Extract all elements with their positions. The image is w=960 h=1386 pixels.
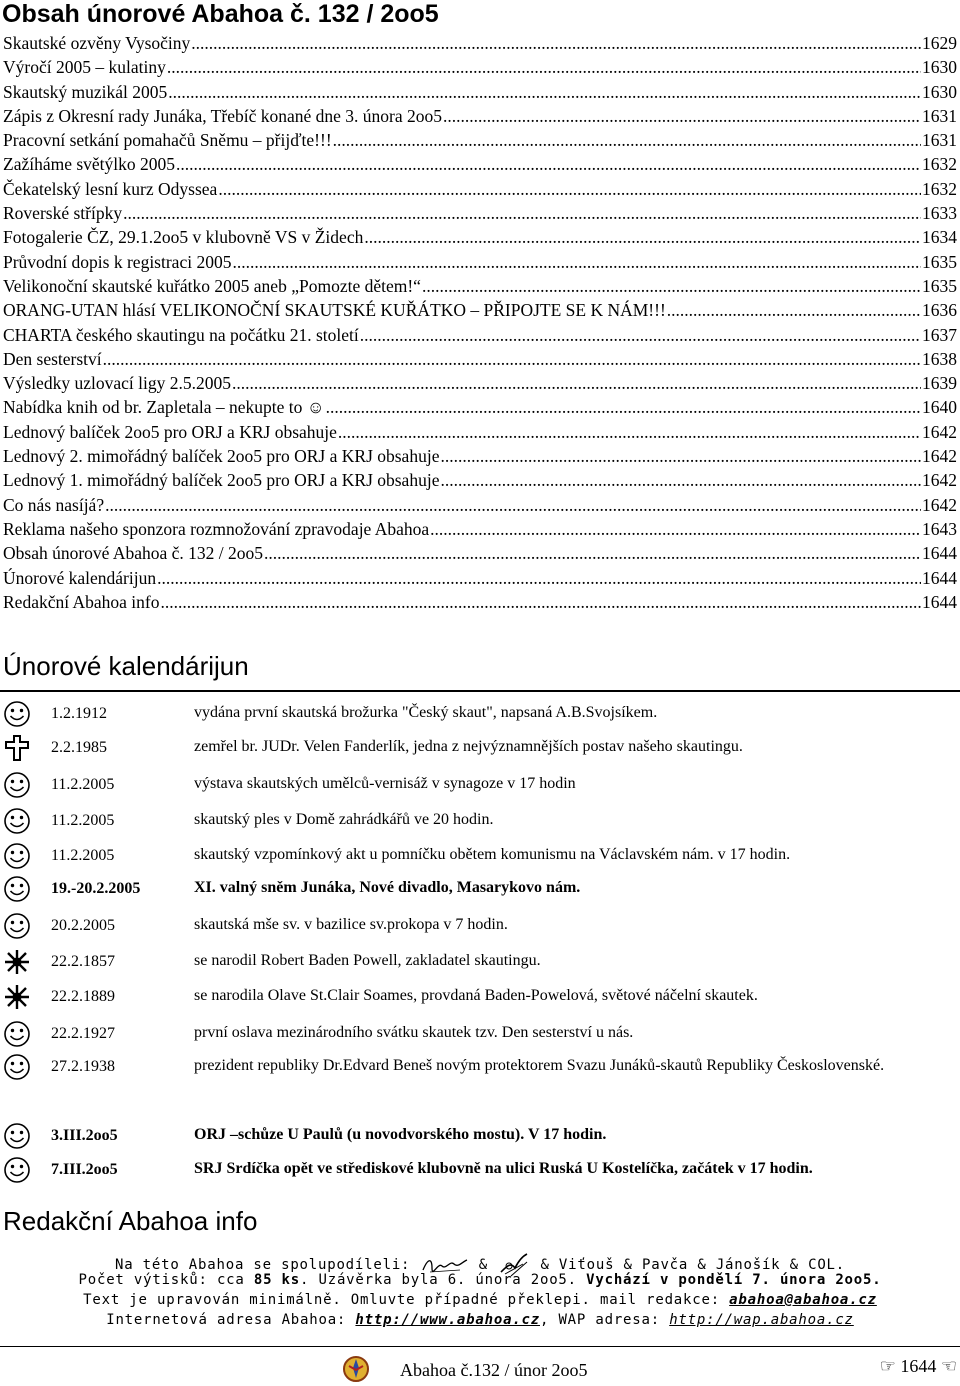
toc-entry-page: 1643 (922, 518, 957, 539)
toc-entry[interactable] (3, 203, 957, 227)
toc-entry-title: Výročí 2005 – kulatiny (3, 57, 166, 78)
toc-entry-title: Lednový 2. mimořádný balíček 2oo5 pro ORJ a KRJ obsahuje (3, 446, 440, 467)
smiley-icon (2, 875, 32, 903)
toc-leader-dots (232, 373, 921, 394)
toc-entry-page: 1644 (922, 567, 957, 588)
smiley-icon (2, 700, 32, 728)
calendar-text: skautská mše sv. v bazilice sv.prokopa v 7 hodin. (194, 916, 508, 933)
deadline-text: . Uzávěrka byla 6. února 2oo5. (300, 1272, 577, 1288)
toc-entry-title: Lednový balíček 2oo5 pro ORJ a KRJ obsahuje (3, 421, 337, 442)
calendar-text: zemřel br. JUDr. Velen Fanderlík, jedna z nejvýznamnějších postav našeho skautingu. (194, 738, 743, 755)
web-link[interactable]: http://www.abahoa.cz (355, 1312, 540, 1328)
toc-entry-page: 1633 (922, 203, 957, 224)
calendar-date: 3.III.2oo5 (51, 1127, 118, 1144)
toc-entry-title: Únorové kalendárijun (3, 567, 157, 588)
calendar-date: 2.2.1985 (51, 739, 107, 756)
toc-entry[interactable] (3, 349, 957, 373)
star-icon (2, 948, 32, 976)
toc-leader-dots (422, 276, 921, 297)
toc-entry-page: 1642 (922, 494, 957, 515)
calendar-date: 27.2.1938 (51, 1058, 115, 1075)
toc-leader-dots (168, 82, 921, 103)
toc-entry-title: Co nás nasíjá? (3, 494, 105, 515)
toc-leader-dots (123, 203, 921, 224)
calendar-text: se narodil Robert Baden Powell, zakladatel skautingu. (194, 952, 541, 969)
toc-leader-dots (338, 422, 921, 443)
calendar-date: 20.2.2005 (51, 917, 115, 934)
star-icon (2, 983, 32, 1011)
toc-entry-page: 1630 (922, 57, 957, 78)
toc-entry-title: Pracovní setkání pomahačů Sněmu – přijďte!!! (3, 130, 332, 151)
toc-entry-title: Lednový 1. mimořádný balíček 2oo5 pro ORJ a KRJ obsahuje (3, 470, 440, 491)
footer-issue: Abahoa č.132 / únor 2oo5 (400, 1360, 588, 1380)
wap-label: , WAP adresa: (539, 1312, 660, 1328)
toc-entry-page: 1629 (922, 33, 957, 53)
toc-entry[interactable] (3, 57, 957, 81)
toc-leader-dots (264, 543, 921, 564)
toc-entry-page: 1632 (922, 154, 957, 175)
release-date-text: Vychází v pondělí 7. února 2oo5. (586, 1272, 882, 1288)
toc-leader-dots (667, 300, 921, 321)
toc-entry-title: Průvodní dopis k registraci 2005 (3, 251, 232, 272)
toc-entry-title: ORANG-UTAN hlásí VELIKONOČNÍ SKAUTSKÉ KUŘÁTKO – PŘIPOJTE SE K NÁM!!! (3, 300, 666, 321)
toc-entry-page: 1640 (922, 397, 957, 418)
toc-entry-title: Zažíháme světýlko 2005 (3, 154, 176, 175)
toc-leader-dots (160, 592, 921, 613)
smiley-icon (2, 842, 32, 870)
calendar-date: 11.2.2005 (51, 812, 115, 829)
toc-entry-title: Redakční Abahoa info (3, 591, 160, 612)
toc-entry[interactable] (3, 568, 957, 592)
calendar-text: vydána první skautská brožurka "Český skaut", napsaná A.B.Svojsíkem. (194, 704, 658, 721)
toc-leader-dots (440, 446, 921, 467)
toc-entry[interactable] (3, 495, 957, 519)
pointing-hand-left-icon: ☜ (940, 1356, 957, 1376)
smiley-icon (2, 771, 32, 799)
toc-entry[interactable] (3, 422, 957, 446)
toc-entry[interactable] (3, 446, 957, 470)
toc-entry[interactable] (3, 227, 957, 251)
mail-link[interactable]: abahoa@abahoa.cz (729, 1292, 877, 1308)
toc-entry-page: 1639 (922, 373, 957, 394)
smiley-icon (2, 1020, 32, 1048)
toc-leader-dots (157, 568, 921, 589)
toc-leader-dots (360, 325, 921, 346)
toc-entry-title: Fotogalerie ČZ, 29.1.2oo5 v klubovně VS v Židech (3, 227, 364, 248)
toc-entry[interactable] (3, 519, 957, 543)
smiley-icon (2, 807, 32, 835)
toc-entry-page: 1634 (922, 227, 957, 248)
toc-entry-title: Reklama našeho sponzora rozmnožování zpravodaje Abahoa (3, 518, 430, 539)
toc-entry[interactable] (3, 252, 957, 276)
toc-entry-page: 1642 (922, 446, 957, 467)
toc-entry-page: 1630 (922, 81, 957, 102)
footer-divider (0, 1346, 960, 1347)
toc-entry-title: Velikonoční skautské kuřátko 2005 aneb „Pomozte dětem!“ (3, 275, 421, 296)
calendar-text: prezident republiky Dr.Edvard Beneš novým protektorem Svazu Junáků-skautů Republiky Československé. (194, 1057, 885, 1074)
smiley-icon (2, 912, 32, 940)
toc-entry-page: 1635 (922, 275, 957, 296)
toc-entry-title: Skautské ozvěny Vysočiny (3, 33, 191, 53)
toc-entry-page: 1644 (922, 543, 957, 564)
smiley-icon (2, 1053, 32, 1081)
toc-entry[interactable] (3, 397, 957, 421)
toc-entry[interactable] (3, 543, 957, 567)
calendar-title: Únorové kalendárijun (3, 651, 249, 681)
calendar-date: 19.-20.2.2005 (51, 880, 141, 897)
calendar-text: se narodila Olave St.Clair Soames, provdaná Baden-Powelová, světové náčelní skautek. (194, 987, 758, 1004)
calendar-date: 22.2.1889 (51, 988, 115, 1005)
toc-entry-title: Skautský muzikál 2005 (3, 81, 168, 102)
toc-leader-dots (333, 130, 921, 151)
calendar-divider (0, 690, 960, 692)
calendar-date: 11.2.2005 (51, 847, 115, 864)
web-label: Internetová adresa Abahoa: (106, 1312, 347, 1328)
toc-entry-title: Den sesterství (3, 348, 102, 369)
calendar-text: ORJ –schůze U Paulů (u novodvorského mostu). V 17 hodin. (194, 1126, 607, 1143)
smiley-icon (2, 1122, 32, 1150)
toc-entry-title: Zápis z Okresní rady Junáka, Třebíč konané dne 3. února 2oo5 (3, 105, 442, 126)
toc-leader-dots (326, 397, 921, 418)
toc-entry-page: 1637 (922, 324, 957, 345)
toc-entry-title: Roverské střípky (3, 203, 123, 224)
calendar-text: výstava skautských umělců-vernisáž v synagoze v 17 hodin (194, 775, 576, 792)
toc-entry-page: 1631 (922, 105, 957, 126)
toc-entry-page: 1638 (922, 348, 957, 369)
toc-entry[interactable] (3, 300, 957, 324)
pointing-hand-right-icon: ☞ (879, 1356, 896, 1376)
calendar-text: skautský vzpomínkový akt u pomníčku obětem komunismu na Václavském nám. v 17 hodin. (194, 846, 791, 863)
calendar-date: 11.2.2005 (51, 776, 115, 793)
toc-leader-dots (176, 154, 921, 175)
calendar-date: 1.2.1912 (51, 705, 107, 722)
toc-entry[interactable] (3, 154, 957, 178)
toc-entry-title: Obsah únorové Abahoa č. 132 / 2oo5 (3, 543, 264, 564)
toc-leader-dots (105, 495, 921, 516)
toc-leader-dots (103, 349, 921, 370)
toc-entry[interactable] (3, 470, 957, 494)
toc-entry-page: 1632 (922, 178, 957, 199)
toc-leader-dots (443, 106, 921, 127)
mail-label: Text je upravován minimálně. Omluvte případné překlepi. mail redakce: (83, 1292, 720, 1308)
info-title: Redakční Abahoa info (3, 1206, 258, 1236)
info-web-line (0, 1312, 960, 1328)
toc-entry[interactable] (3, 276, 957, 300)
footer-page-number (880, 1356, 957, 1377)
toc-entry[interactable] (3, 373, 957, 397)
info-amp: & (478, 1257, 488, 1273)
toc-entry-page: 1635 (922, 251, 957, 272)
toc-entry-page: 1642 (922, 470, 957, 491)
toc-entry-title: Čekatelský lesní kurz Odyssea (3, 178, 218, 199)
toc-entry-page: 1631 (922, 130, 957, 151)
print-count-label: Počet výtisků: cca (78, 1272, 245, 1288)
calendar-text: první oslava mezinárodního svátku skautek tzv. Den sesterství u nás. (194, 1024, 634, 1041)
calendar-date: 22.2.1927 (51, 1025, 115, 1042)
calendar-text: SRJ Srdíčka opět ve střediskové klubovně na ulici Ruská U Kostelíčka, začátek v 17 hodin. (194, 1160, 813, 1177)
toc-entry-page: 1642 (922, 421, 957, 442)
smiley-icon (2, 1156, 32, 1184)
toc-entry[interactable] (3, 33, 957, 57)
toc-entry-page: 1644 (922, 591, 957, 612)
info-mail-line (0, 1292, 960, 1308)
calendar-date: 22.2.1857 (51, 953, 115, 970)
toc-leader-dots (364, 227, 921, 248)
toc-entry-title: Výsledky uzlovací ligy 2.5.2005 (3, 373, 231, 394)
table-of-contents (3, 33, 957, 616)
cross-icon (2, 734, 32, 762)
toc-entry[interactable] (3, 592, 957, 616)
toc-entry-title: Nabídka knih od br. Zapletala – nekupte to ☺ (3, 397, 325, 418)
scout-emblem-icon (341, 1354, 371, 1384)
toc-entry-title: CHARTA českého skautingu na počátku 21. století (3, 324, 359, 345)
toc-leader-dots (218, 179, 921, 200)
print-count-value: 85 ks (253, 1272, 301, 1288)
toc-entry[interactable] (3, 130, 957, 154)
info-print-line (0, 1272, 960, 1288)
info-contributors-label: Na této Abahoa se spolupodíleli: (114, 1257, 411, 1273)
toc-title: Obsah únorové Abahoa č. 132 / 2oo5 (2, 0, 439, 28)
toc-entry[interactable] (3, 325, 957, 349)
wap-link[interactable]: http://wap.abahoa.cz (669, 1312, 854, 1328)
toc-entry[interactable] (3, 106, 957, 130)
toc-leader-dots (232, 252, 921, 273)
toc-entry[interactable] (3, 82, 957, 106)
toc-entry-page: 1636 (922, 300, 957, 321)
toc-entry[interactable] (3, 179, 957, 203)
calendar-text: skautský ples v Domě zahrádkářů ve 20 hodin. (194, 811, 494, 828)
info-contributors-names: & Viťouš & Pavča & Jánošík & COL. (540, 1257, 846, 1273)
toc-leader-dots (167, 57, 921, 78)
calendar-date: 7.III.2oo5 (51, 1161, 118, 1178)
calendar-text: XI. valný sněm Junáka, Nové divadlo, Masarykovo nám. (194, 879, 581, 896)
toc-leader-dots (430, 519, 921, 540)
toc-leader-dots (440, 470, 921, 491)
page-number: 1644 (900, 1356, 937, 1376)
toc-leader-dots (191, 33, 921, 54)
